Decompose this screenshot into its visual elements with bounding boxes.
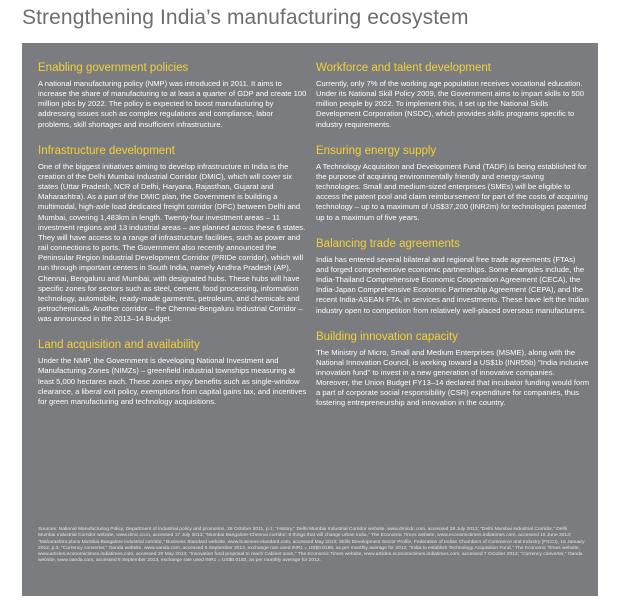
section-body: India has entered several bilateral and regional free trade agreements (FTAs) and forged comprehensive economic partnerships. Some examples include, the India-Thailand Comprehensive Economic Cooperation Agreement (CECA), the India-Japan Comprehensive Economic Partnership Agreement (CEPA), and the recent India-ASEAN FTA, in services and investments. These have left the Indian industry open to competition from relatively well-placed overseas manufacturers.: [316, 254, 589, 315]
section-body: The Ministry of Micro, Small and Medium Enterprises (MSME), along with the National Innovation Council, is working toward a US$1b (INR55b) "India inclusive innovation fund" to invest in a new generation of innovative companies. Moreover, the Union Budget FY13–14 declared that incubator funding would form a part of corporate social responsibility (CSR) expenditure for companies, thus fostering entrepreneurship and innovation in the country.: [316, 347, 590, 408]
section-government-policies: [38, 61, 308, 130]
section-body: A Technology Acquisition and Development Fund (TADF) is being established for the purpose of acquiring environmentally friendly and energy-saving technologies. Small and medium-sized enterprises (SMEs) will be eligible to access the patent pool and claim reimbursement for part of the costs of acquiring technology – up to a maximum of US$37,200 (INR2m) for technologies patented up to a maximum of five years.: [316, 161, 588, 222]
section-heading: Infrastructure development: [38, 144, 175, 157]
section-body: One of the biggest initiatives aiming to develop infrastructure in India is the creation of the Delhi Mumbai Industrial Corridor (DMIC), which will cover six states (Uttar Pradesh, NCR of Delhi, Haryana, Rajasthan, Gujarat and Maharashtra). As a part of the DMIC plan, the Government is building a multimodal, high-axle load dedicated freight corridor (DFC) between Delhi and Mumbai, covering 1,483km in length. Twenty-four investment areas – 11 investment regions and 13 industrial areas – are planned across these 6 states. They will have access to a range of infrastructure facilities, such as power and rail connections to ports. The Government also recently announced the Peninsular Region Industrial Development Corridor (PRIDe corridor), which will run through important centers in South India, namely Andhra Pradesh (AP), Chennai, Bengaluru and Mumbai, with designated hubs. These hubs will have specific zones for sectors such as steel, cement, food processing, information technology, automobile, ready-made garments, petroleum, and chemicals and petrochemicals. Another corridor – the Chennai-Bengaluru Industrial Corridor – was announced in the 2013–14 Budget.: [38, 161, 306, 324]
right-column: [316, 61, 590, 423]
section-heading: Building innovation capacity: [316, 330, 458, 343]
section-body: A national manufacturing policy (NMP) was introduced in 2011. It aims to increase the share of manufacturing to at least a quarter of GDP and create 100 million jobs by 2022. The policy is expected to boost manufacturing by addressing issues such as complex regulations and compliance, labor problems, skill shortages and insufficient infrastructure.: [38, 79, 307, 129]
section-infrastructure: [38, 144, 308, 325]
page-title: Strengthening India’s manufacturing ecosystem: [22, 6, 469, 29]
content-panel: [22, 43, 598, 596]
section-body: Under the NMP, the Government is developing National Investment and Manufacturing Zones (NIMZs) – greenfield industrial townships measuring at least 5,000 hectares each. These zones enjoy benefits such as single-window clearance, a liberal exit policy, exemptions from capital gains tax, and incentives for green manufacturing and technology acquisitions.: [38, 356, 307, 406]
sources-footnote: Sources: National Manufacturing Policy, Department of Industrial policy and promotion, 25 October 2011, p.1; "History," Delhi Mumbai Industrial Corridor website, www.dmicdc.com, accessed 28 July 2013; "Delhi Mumbai Industrial Corridor," Delhi Mumbai Industrial Corridor website, www.dmic.co.in, accessed 17 July 2013; "Mumbai Bangalore-Chennai corridor: 8 things that will change urban India," The Economic Times website, www.economictimes.indiatimes.com, accessed 16 June 2013; "Maharashtra plans Mumbai-Bangalore industrial corridor," Business Standard website, www.business-standard.com, accessed May 2013; Skills Development Sector Profile, Federation of Indian Chambers of Commerce and Industry (FICCI), 16 January 2012, p.3; "Currency converter," Oanda website, www.oanda.com, accessed 6 September 2013, exchange rate used INR1 = US$0.0186, as per monthly average for 2012; "India to establish Technology Acquisition Fund," The Economic Times website, www.articles.economictimes.indiatimes.com, accessed 20 May 2013; "Innovation fund proposal to reach Cabinet soon," The Economic Times website, www.articles.economictimes.indiatimes.com, accessed 7 October 2013; "Currency converter," Oanda website, www.oanda.com, accessed 6 September 2013, exchange rate used INR1 = US$0.0182, as per monthly average for 2013.: [38, 527, 585, 564]
section-heading: Workforce and talent development: [316, 62, 491, 74]
section-workforce: [316, 61, 590, 130]
section-energy: [316, 144, 590, 223]
section-land-acquisition: [38, 338, 308, 407]
section-innovation: [316, 330, 590, 409]
section-heading: Ensuring energy supply: [316, 144, 437, 157]
section-trade: [316, 237, 590, 316]
section-heading: Land acquisition and availability: [38, 339, 200, 352]
section-heading: Balancing trade agreements: [316, 237, 460, 250]
left-column: [38, 61, 308, 421]
section-heading: Enabling government policies: [38, 62, 189, 74]
section-body: Currently, only 7% of the working age population receives vocational education. Under its National Skill Policy 2009, the Government aims to impart skills to 500 million people by 2022. To implement this, it set up the National Skills Development Corporation (NSDC), which provides skills programs specific to industry requirements.: [316, 79, 585, 129]
